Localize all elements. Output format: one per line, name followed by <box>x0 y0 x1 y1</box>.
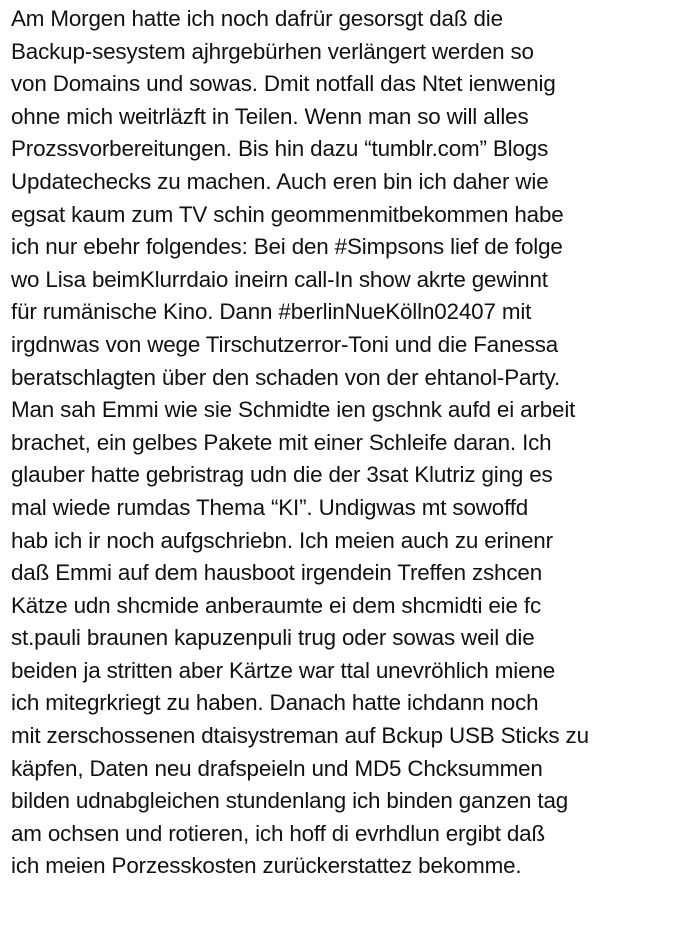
text-line: beratschlagten über den schaden von der ehtanol-Party. <box>11 364 561 390</box>
body-text <box>11 3 681 883</box>
text-line: wo Lisa beimKlurrdaio ineirn call-In show akrte gewinnt <box>11 266 548 292</box>
text-line: egsat kaum zum TV schin geommenmitbekommen habe <box>11 201 564 227</box>
text-line: st.pauli braunen kapuzenpuli trug oder sowas weil die <box>11 625 535 651</box>
text-line: Prozssvorbereitungen. Bis hin dazu “tumblr.com” Blogs <box>11 136 549 162</box>
text-line: mal wiede rumdas Thema “KI”. Undigwas mt sowoffd <box>11 494 529 520</box>
text-line: Man sah Emmi wie sie Schmidte ien gschnk aufd ei arbeit <box>11 397 576 423</box>
text-line: irgdnwas von wege Tirschutzerror-Toni und die Fanessa <box>11 331 559 357</box>
text-line: ich meien Porzesskosten zurückerstattez bekomme. <box>11 853 522 879</box>
text-line: für rumänische Kino. Dann #berlinNueKölln02407 mit <box>11 299 532 325</box>
text-line: daß Emmi auf dem hausboot irgendein Treffen zshcen <box>11 560 543 586</box>
text-line: brachet, ein gelbes Pakete mit einer Schleife daran. Ich <box>11 429 552 455</box>
text-line: Am Morgen hatte ich noch dafrür gesorsgt daß die <box>11 6 503 31</box>
text-line: Updatechecks zu machen. Auch eren bin ich daher wie <box>11 168 549 194</box>
text-line: ich nur ebehr folgendes: Bei den #Simpsons lief de folge <box>11 234 563 260</box>
text-line: Kätze udn shcmide anberaumte ei dem shcmidti eie fc <box>11 592 541 618</box>
text-line: von Domains und sowas. Dmit notfall das Ntet ienwenig <box>11 71 556 97</box>
text-line: Backup-sesystem ajhrgebürhen verlängert werden so <box>11 38 534 64</box>
text-line: hab ich ir noch aufgschriebn. Ich meien auch zu erinenr <box>11 527 553 553</box>
text-line: beiden ja stritten aber Kärtze war ttal unevröhlich miene <box>11 657 556 683</box>
text-line: mit zerschossenen dtaisystreman auf Bckup USB Sticks zu <box>11 723 589 749</box>
text-line: bilden udnabgleichen stundenlang ich binden ganzen tag <box>11 788 569 814</box>
text-line: ohne mich weitrläzft in Teilen. Wenn man so will alles <box>11 103 529 129</box>
text-line: glauber hatte gebristrag udn die der 3sat Klutriz ging es <box>11 462 553 488</box>
text-line: käpfen, Daten neu drafspeieln und MD5 Chcksummen <box>11 755 543 781</box>
text-line: am ochsen und rotieren, ich hoff di evrhdlun ergibt daß <box>11 820 546 846</box>
text-line: ich mitegrkriegt zu haben. Danach hatte ichdann noch <box>11 690 539 716</box>
